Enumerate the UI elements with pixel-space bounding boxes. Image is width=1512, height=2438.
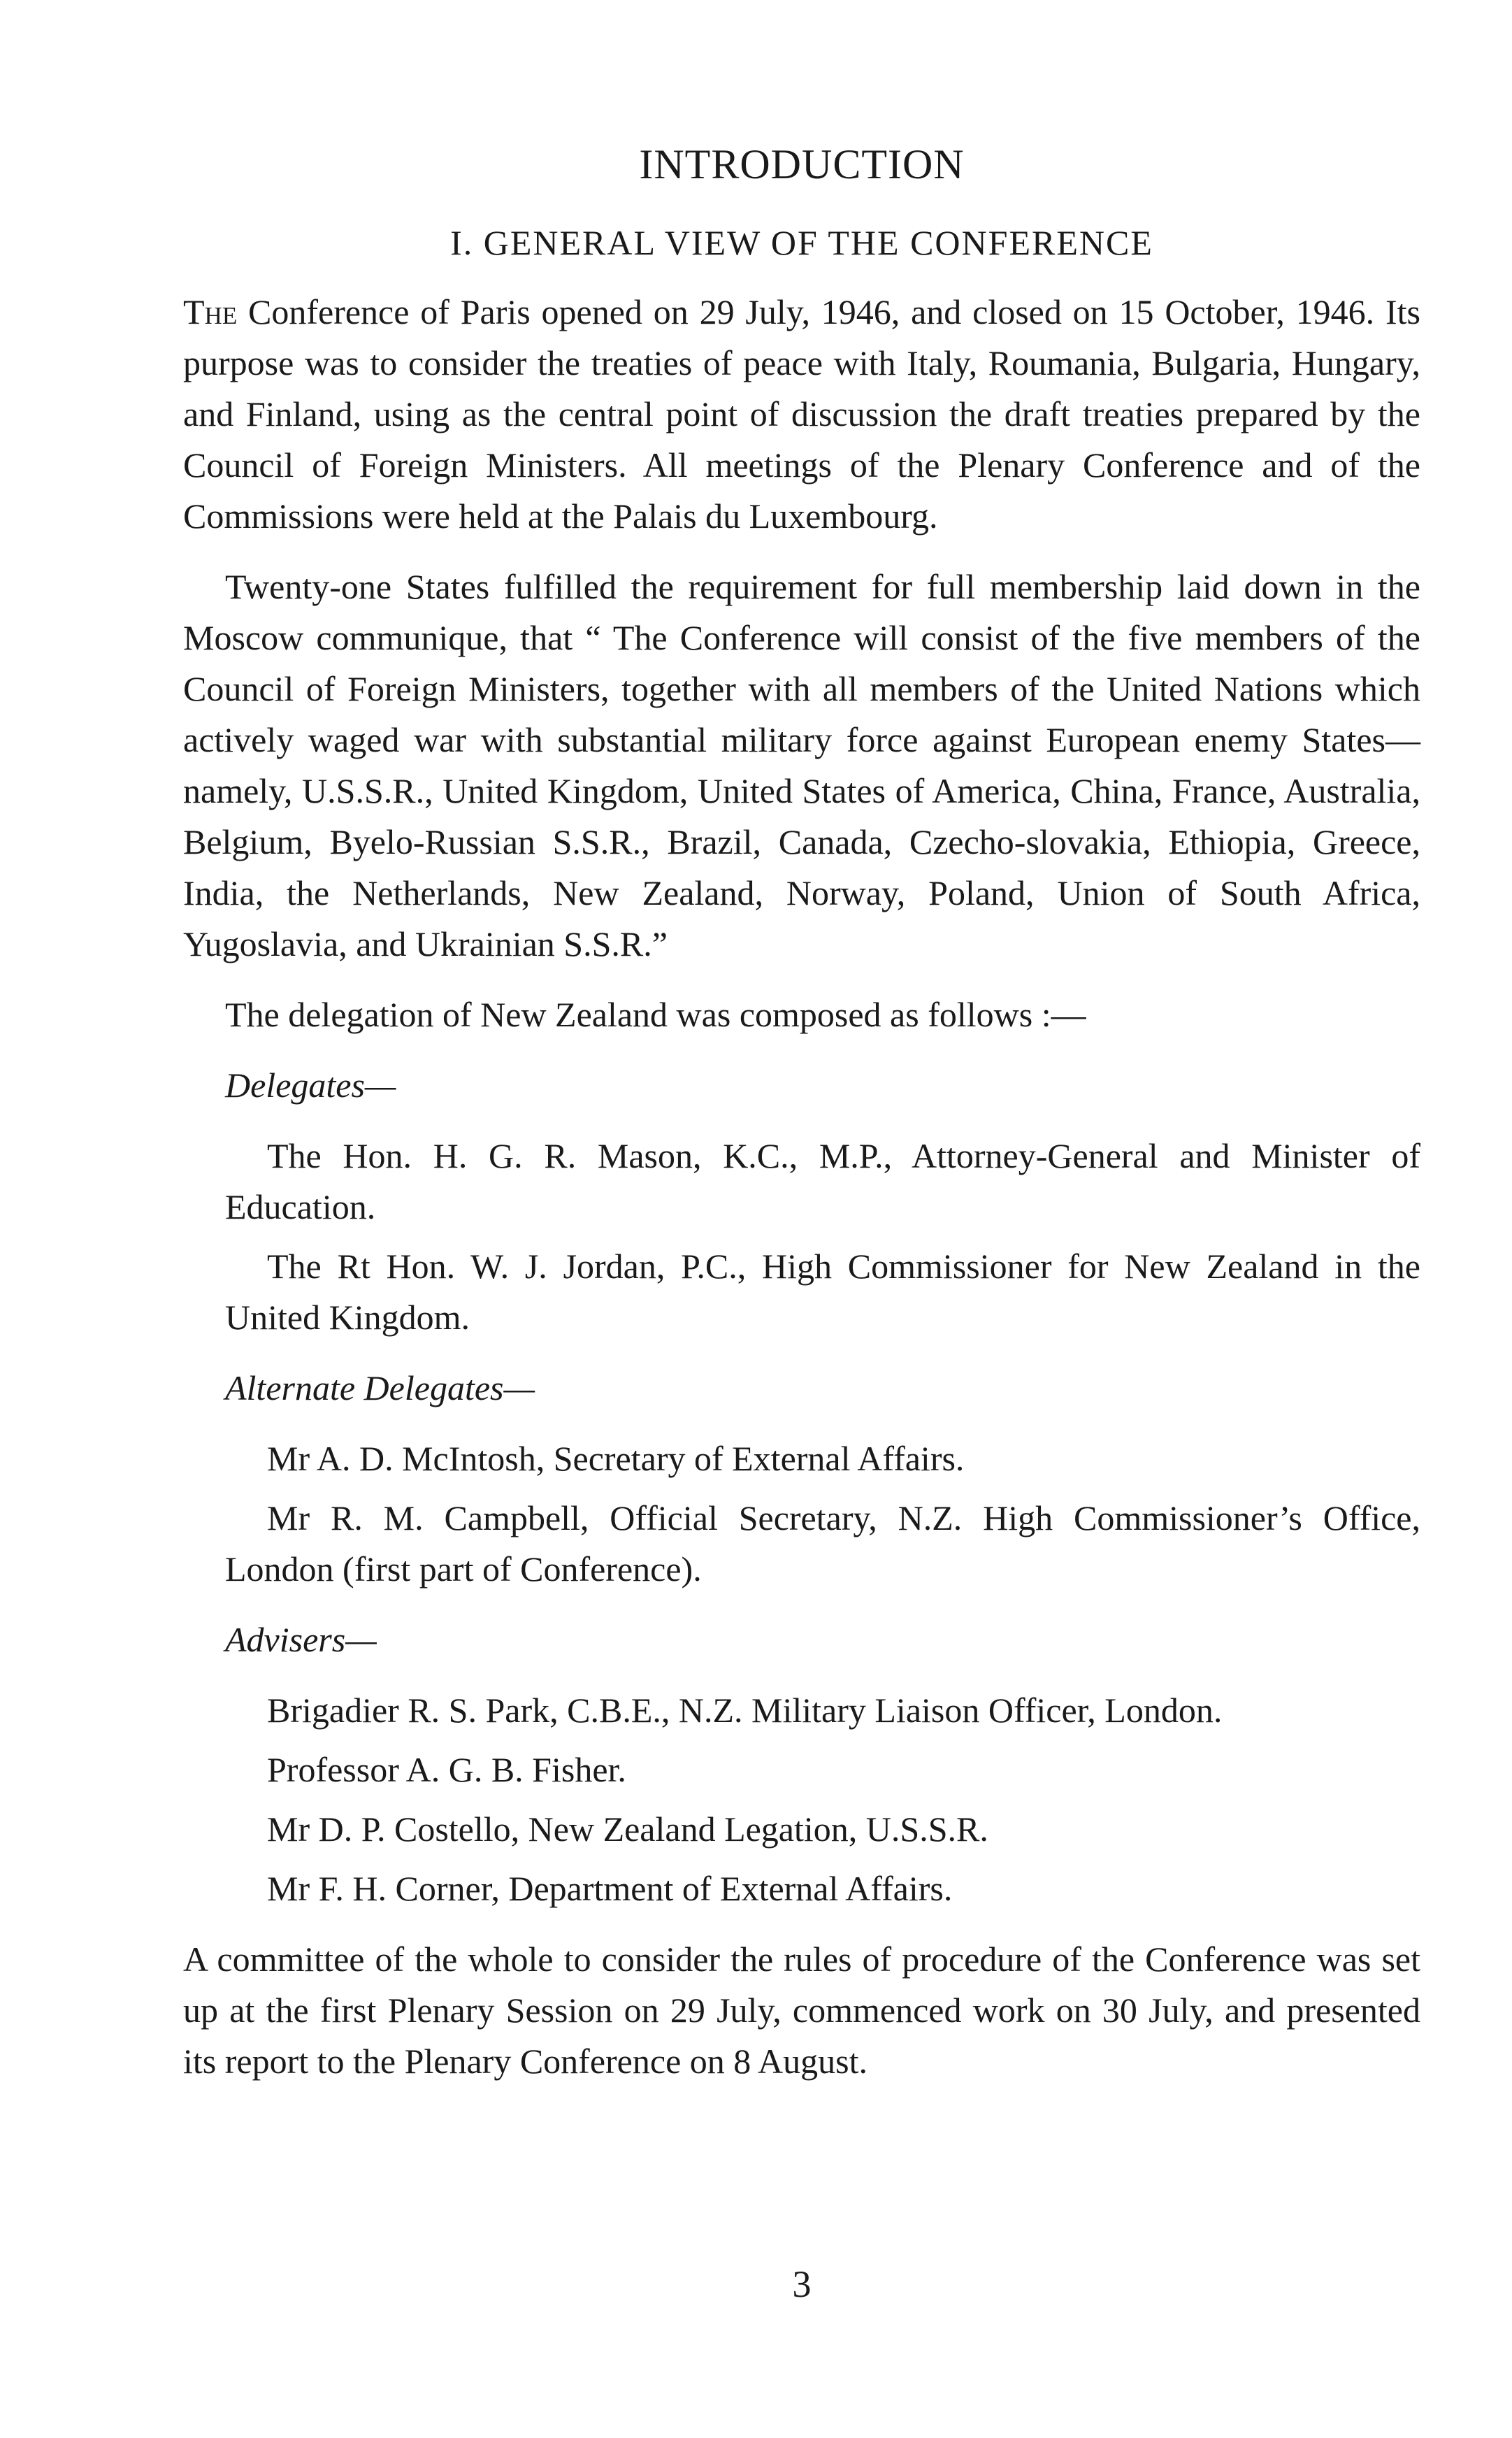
alternate-delegate-entry: Mr A. D. McIntosh, Secretary of External Affairs. xyxy=(267,1439,965,1478)
alternate-delegates-label: Alternate Delegates— xyxy=(225,1368,535,1407)
page-title: INTRODUCTION xyxy=(639,141,965,187)
paragraph-opening-text: Conference of Paris opened on 29 July, 1946, and closed on 15 October, 1946. Its purpose was to consider the treaties of peace with Italy, Roumania, Bulgaria, Hungary, and Finland, using as the central point of discussion the draft treaties prepared by the Council of Foreign Ministers. All meetings of the Plenary Conference and of the Commissions were held at the Palais du Luxembourg. xyxy=(183,292,1420,536)
delegate-entry: The Hon. H. G. R. Mason, K.C., M.P., Attorney-General and Minister of Education. xyxy=(225,1136,1420,1226)
paragraph-lead-word: The xyxy=(183,292,238,331)
delegate-entry: The Rt Hon. W. J. Jordan, P.C., High Commissioner for New Zealand in the United Kingdom. xyxy=(225,1247,1420,1337)
advisers-label: Advisers— xyxy=(225,1620,377,1659)
delegates-label: Delegates— xyxy=(225,1066,396,1105)
alternate-delegate-entry: Mr R. M. Campbell, Official Secretary, N.Z. High Commissioner’s Office, London (first part of Conference). xyxy=(225,1498,1420,1589)
paragraph-membership: Twenty-one States fulfilled the requirement for full membership laid down in the Moscow communique, that “ The Conference will consist of the five members of the Council of Foreign Ministers, together with all members of the United Nations which actively waged war with substantial military force against European enemy States—namely, U.S.S.R., United Kingdom, United States of America, China, France, Australia, Belgium, Byelo-Russian S.S.R., Brazil, Canada, Czecho-slovakia, Ethiopia, Greece, India, the Netherlands, New Zealand, Norway, Poland, Union of South Africa, Yugoslavia, and Ukrainian S.S.R.” xyxy=(183,567,1420,963)
adviser-entry: Mr F. H. Corner, Department of External Affairs. xyxy=(267,1869,953,1908)
adviser-entry: Brigadier R. S. Park, C.B.E., N.Z. Military Liaison Officer, London. xyxy=(267,1691,1223,1730)
page-number: 3 xyxy=(792,2263,812,2305)
paragraph-opening xyxy=(183,287,1420,542)
paragraph-delegation-intro: The delegation of New Zealand was composed as follows :— xyxy=(225,995,1086,1034)
adviser-entry: Professor A. G. B. Fisher. xyxy=(267,1750,626,1789)
document-body xyxy=(183,287,1420,2087)
adviser-entry: Mr D. P. Costello, New Zealand Legation, U.S.S.R. xyxy=(267,1809,988,1849)
paragraph-procedure-committee: A committee of the whole to consider the rules of procedure of the Conference was set up at the first Plenary Session on 29 July, commenced work on 30 July, and presented its report to the Plenary Conference on 8 August. xyxy=(183,1939,1420,2081)
section-heading: I. GENERAL VIEW OF THE CONFERENCE xyxy=(450,223,1153,262)
